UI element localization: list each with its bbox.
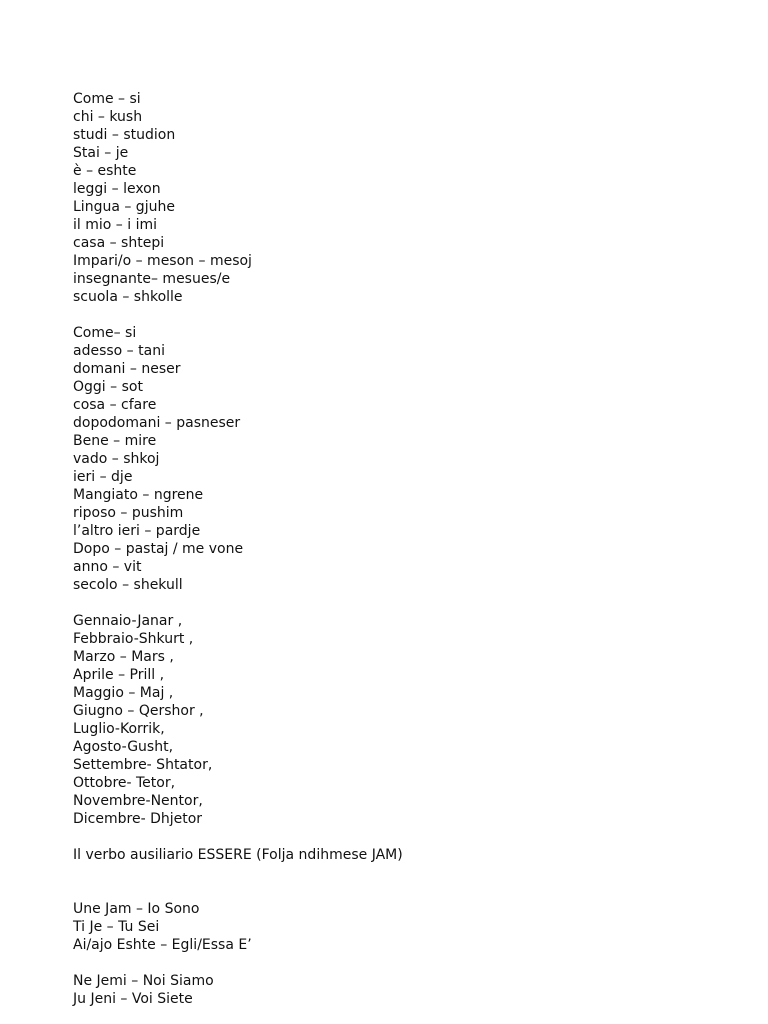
- month-line: Marzo – Mars ,: [73, 649, 174, 665]
- conjugation-line: Ti Je – Tu Sei: [73, 919, 160, 935]
- conjugation-singular: [73, 900, 723, 954]
- conjugation-line: Une Jam – Io Sono: [73, 901, 200, 917]
- month-line: Giugno – Qershor ,: [73, 703, 204, 719]
- vocab-line: dopodomani – pasneser: [73, 415, 241, 431]
- vocab-line: Oggi – sot: [73, 379, 143, 395]
- vocab-line: scuola – shkolle: [73, 289, 183, 305]
- month-line: Aprile – Prill ,: [73, 667, 165, 683]
- vocab-line: il mio – i imi: [73, 217, 157, 233]
- vocab-line: secolo – shekull: [73, 577, 183, 593]
- month-line: Agosto-Gusht,: [73, 739, 174, 755]
- vocab-line: domani – neser: [73, 361, 181, 377]
- vocab-line: Dopo – pastaj / me vone: [73, 541, 244, 557]
- month-line: Gennaio-Janar ,: [73, 613, 183, 629]
- vocab-line: Bene – mire: [73, 433, 157, 449]
- vocab-line: è – eshte: [73, 163, 137, 179]
- vocab-line: chi – kush: [73, 109, 143, 125]
- month-line: Febbraio-Shkurt ,: [73, 631, 194, 647]
- document-body: [73, 90, 723, 1008]
- vocab-line: studi – studion: [73, 127, 176, 143]
- vocabulary-list-time: [73, 324, 723, 594]
- vocabulary-list-basic: [73, 90, 723, 306]
- conjugation-line: Ne Jemi – Noi Siamo: [73, 973, 214, 989]
- vocab-line: Come – si: [73, 91, 141, 107]
- vocab-line: vado – shkoj: [73, 451, 160, 467]
- conjugation-line: Ju Jeni – Voi Siete: [73, 991, 193, 1007]
- verb-heading: Il verbo ausiliario ESSERE (Folja ndihmese JAM): [73, 847, 403, 863]
- vocab-line: casa – shtepi: [73, 235, 165, 251]
- vocab-line: Stai – je: [73, 145, 129, 161]
- vocab-line: Mangiato – ngrene: [73, 487, 204, 503]
- month-line: Luglio-Korrik,: [73, 721, 165, 737]
- vocab-line: Lingua – gjuhe: [73, 199, 175, 215]
- conjugation-line: Ai/ajo Eshte – Egli/Essa E’: [73, 937, 252, 953]
- conjugation-plural: [73, 972, 723, 1008]
- vocab-line: Come– si: [73, 325, 137, 341]
- vocab-line: ieri – dje: [73, 469, 133, 485]
- vocab-line: insegnante– mesues/e: [73, 271, 231, 287]
- month-line: Settembre- Shtator,: [73, 757, 213, 773]
- vocab-line: l’altro ieri – pardje: [73, 523, 201, 539]
- vocab-line: adesso – tani: [73, 343, 165, 359]
- month-line: Ottobre- Tetor,: [73, 775, 176, 791]
- month-line: Novembre-Nentor,: [73, 793, 203, 809]
- vocab-line: leggi – lexon: [73, 181, 161, 197]
- months-list: [73, 612, 723, 828]
- vocab-line: Impari/o – meson – mesoj: [73, 253, 252, 269]
- vocab-line: cosa – cfare: [73, 397, 157, 413]
- month-line: Maggio – Maj ,: [73, 685, 174, 701]
- vocab-line: riposo – pushim: [73, 505, 184, 521]
- month-line: Dicembre- Dhjetor: [73, 811, 203, 827]
- verb-heading-section: [73, 846, 723, 864]
- vocab-line: anno – vit: [73, 559, 142, 575]
